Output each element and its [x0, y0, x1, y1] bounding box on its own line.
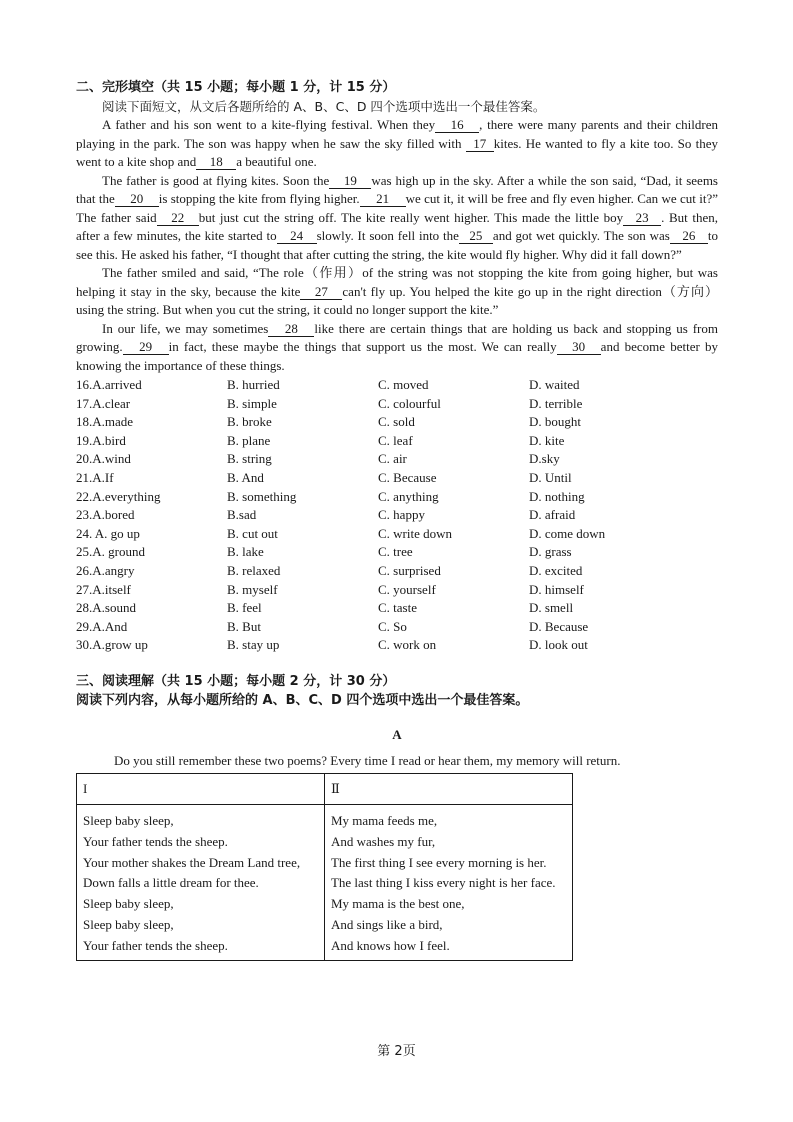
- passage-text: , there were many parents and their children playing in the park. The son was happy when he saw the sky filled with: [76, 117, 718, 151]
- passage-text: and got wet quickly. The son was: [492, 228, 670, 243]
- option-d: D. himself: [529, 581, 584, 597]
- option-row-27: [76, 581, 718, 600]
- poem-line: Your mother shakes the Dream Land tree,: [83, 854, 301, 870]
- option-d: D.sky: [529, 451, 560, 467]
- option-c: C. write down: [378, 525, 453, 541]
- option-d: D. nothing: [529, 488, 585, 504]
- option-d: D. afraid: [529, 507, 576, 523]
- option-a: 30.A.grow up: [76, 637, 148, 653]
- poem-line: Down falls a little dream for thee.: [83, 875, 259, 891]
- passage-text: like there are certain things that are holding us back and stopping us from growing.: [76, 320, 718, 354]
- option-c: C. sold: [378, 414, 415, 430]
- option-row-21: [76, 469, 718, 488]
- option-c: C. moved: [378, 377, 429, 392]
- option-c: C. surprised: [378, 562, 441, 578]
- passage-text: we cut it, it will be free and fly even higher. Can we cut it?” The father said: [76, 191, 718, 225]
- poem-2-body: [324, 804, 572, 961]
- page-number: 第 2页: [377, 1044, 416, 1059]
- option-a: 21.A.If: [76, 469, 114, 485]
- passage-text: can't fly up. You helped the kite go up in the right direction（方向）using the string. But when you cut the string, it could no longer support the kite.”: [76, 283, 718, 317]
- passage-paragraph-1: [76, 116, 718, 172]
- option-row-29: [76, 618, 718, 637]
- section2-instruction: 阅读下面短文，从文后各题所给的 A、B、C、D 四个选项中选出一个最佳答案。: [102, 99, 546, 114]
- passage-text: in fact, these maybe the things that support us the most. We can really: [168, 339, 557, 354]
- option-row-30: [76, 636, 718, 655]
- option-b: B. cut out: [227, 525, 278, 541]
- blank-28: 28: [268, 322, 314, 337]
- poems-table: [76, 773, 573, 962]
- blank-20: 20: [115, 192, 159, 207]
- option-b: B.sad: [227, 507, 257, 523]
- option-b: B. hurried: [227, 377, 280, 392]
- option-row-17: [76, 395, 718, 414]
- blank-17: 17: [466, 137, 494, 152]
- option-c: C. Because: [378, 469, 437, 485]
- option-a: 16.A.arrived: [76, 377, 142, 392]
- poem-line: Your father tends the sheep.: [83, 833, 228, 849]
- passage-text: but just cut the string off. The kite really went higher. This made the little boy: [198, 209, 624, 225]
- part-label: A: [392, 726, 402, 742]
- option-d: D. excited: [529, 562, 583, 578]
- blank-25: 25: [459, 229, 493, 244]
- poem-line: My mama is the best one,: [330, 896, 465, 912]
- blank-23: 23: [623, 211, 661, 226]
- option-a: 22.A.everything: [76, 488, 161, 504]
- option-c: C. happy: [378, 507, 425, 523]
- option-row-18: [76, 413, 718, 432]
- option-d: D. grass: [529, 544, 572, 560]
- option-row-26: [76, 562, 718, 581]
- poem-line: Sleep baby sleep,: [83, 896, 174, 912]
- option-c: C. anything: [378, 488, 439, 504]
- poem-line: Sleep baby sleep,: [83, 812, 174, 828]
- option-d: D. Until: [529, 469, 572, 485]
- option-c: C. yourself: [378, 581, 436, 597]
- blank-26: 26: [670, 229, 708, 244]
- blank-19: 19: [329, 174, 371, 189]
- option-b: B. broke: [227, 414, 272, 430]
- poem-line: My mama feeds me,: [330, 812, 438, 828]
- option-row-16: [76, 376, 718, 395]
- option-d: D. Because: [529, 618, 589, 634]
- option-c: C. taste: [378, 600, 417, 616]
- poem-line: Your father tends the sheep.: [83, 937, 228, 953]
- poem-line: The first thing I see every morning is her.: [330, 854, 547, 870]
- passage-text: kites. He wanted to fly a kite too. So they went to a kite shop and: [76, 135, 718, 169]
- option-a: 19.A.bird: [76, 432, 126, 448]
- passage-text: In our life, we may sometimes: [102, 320, 269, 336]
- option-b: B. plane: [227, 432, 271, 448]
- blank-27: 27: [300, 285, 342, 300]
- passage-text: The father smiled and said, “The role（作用）of the string was not stopping the kite from going higher, but was helping it stay in the sky, because the kite: [76, 265, 718, 299]
- option-b: B. lake: [227, 544, 264, 560]
- option-b: B. But: [227, 618, 261, 634]
- section3-instruction: 阅读下列内容，从每小题所给的 A、B、C、D 四个选项中选出一个最佳答案。: [76, 692, 529, 708]
- passage-text: slowly. It soon fell into the: [316, 228, 459, 243]
- option-row-22: [76, 488, 718, 507]
- blank-22: 22: [157, 211, 199, 226]
- option-b: B. something: [227, 488, 297, 504]
- passage-text: was high up in the sky. After a while the son said, “Dad, it seems that the: [76, 172, 718, 206]
- options-list: [76, 376, 718, 655]
- option-b: B. stay up: [227, 637, 280, 653]
- option-a: 23.A.bored: [76, 507, 135, 523]
- blank-24: 24: [277, 229, 317, 244]
- exam-page: [76, 78, 718, 961]
- passage-text: A father and his son went to a kite-flying festival. When they: [102, 117, 436, 132]
- passage-paragraph-4: [76, 320, 718, 376]
- option-a: 29.A.And: [76, 618, 128, 634]
- option-b: B. relaxed: [227, 562, 281, 578]
- option-c: C. colourful: [378, 395, 441, 411]
- passage-text: and become better by knowing the importance of these things.: [76, 339, 718, 373]
- passage-paragraph-3: [76, 264, 718, 320]
- poem-line: And sings like a bird,: [330, 916, 443, 932]
- option-d: D. terrible: [529, 395, 583, 411]
- poem-line: Sleep baby sleep,: [83, 916, 174, 932]
- option-row-28: [76, 599, 718, 618]
- option-d: D. look out: [529, 637, 588, 653]
- blank-30: 30: [557, 340, 601, 355]
- option-d: D. bought: [529, 414, 581, 430]
- option-row-23: [76, 506, 718, 525]
- passage-text: The father is good at flying kites. Soon the: [102, 172, 330, 188]
- section2-heading: 二、完形填空（共 15 小题；每小题 1 分，计 15 分）: [76, 80, 396, 95]
- passage-text: a beautiful one.: [236, 154, 317, 169]
- option-b: B. string: [227, 451, 272, 467]
- poem-line: The last thing I kiss every night is her face.: [330, 875, 556, 891]
- passage-text: to see this. He asked his father, “I thought that after cutting the string, the kite would fly higher. Why did it fall down?”: [76, 228, 718, 262]
- option-row-20: [76, 450, 718, 469]
- blank-18: 18: [196, 155, 236, 170]
- poem-line: And washes my fur,: [330, 833, 436, 849]
- option-d: D. smell: [529, 600, 574, 616]
- option-a: 27.A.itself: [76, 581, 131, 597]
- option-a: 20.A.wind: [76, 451, 131, 467]
- option-c: C. So: [378, 618, 407, 634]
- option-a: 17.A.clear: [76, 395, 131, 411]
- option-c: C. air: [378, 451, 407, 467]
- reading-intro: Do you still remember these two poems? Every time I read or hear them, my memory will return.: [114, 752, 621, 768]
- option-row-25: [76, 543, 718, 562]
- option-d: D. come down: [529, 525, 606, 541]
- section3-heading: 三、阅读理解（共 15 小题；每小题 2 分，计 30 分）: [76, 673, 396, 689]
- option-row-19: [76, 432, 718, 451]
- blank-16: 16: [435, 118, 479, 133]
- option-b: B. myself: [227, 581, 278, 597]
- option-d: D. kite: [529, 432, 565, 448]
- option-b: B. feel: [227, 600, 262, 616]
- option-a: 28.A.sound: [76, 600, 136, 616]
- option-c: C. leaf: [378, 432, 413, 448]
- poem-line: And knows how I feel.: [330, 937, 450, 953]
- blank-29: 29: [123, 340, 169, 355]
- option-a: 25.A. ground: [76, 544, 145, 560]
- option-c: C. tree: [378, 544, 413, 560]
- poem-1-body: [77, 804, 325, 961]
- poem-1-header: I: [77, 773, 325, 804]
- option-row-24: [76, 525, 718, 544]
- passage-text: . But then, after a few minutes, the kite started to: [76, 209, 718, 243]
- option-c: C. work on: [378, 637, 437, 653]
- option-b: B. simple: [227, 395, 277, 411]
- blank-21: 21: [360, 192, 406, 207]
- option-b: B. And: [227, 469, 264, 485]
- option-a: 26.A.angry: [76, 562, 135, 578]
- passage-paragraph-2: [76, 172, 718, 265]
- poem-2-header: Ⅱ: [324, 773, 572, 804]
- option-a: 18.A.made: [76, 414, 134, 430]
- option-a: 24. A. go up: [76, 525, 140, 541]
- option-d: D. waited: [529, 377, 580, 392]
- passage-text: is stopping the kite from flying higher.: [158, 191, 360, 206]
